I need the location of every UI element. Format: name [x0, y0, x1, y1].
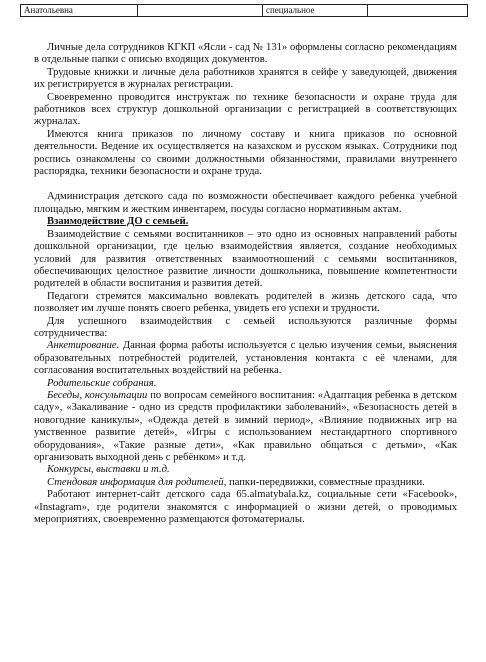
survey-label: Анкетирование.: [47, 340, 120, 352]
paragraph-gap: [34, 178, 457, 191]
table-row: [21, 5, 468, 17]
staff-table-row: [20, 4, 468, 17]
paragraph-forms: Для успешного взаимодействия с семьей используются различные формы сотрудничества:: [34, 315, 457, 339]
paragraph-administration: Администрация детского сада по возможности обеспечивает каждого ребенка учебной площадью, мягким и жестким инвентарем, посуды согласно нормативным актам.: [34, 191, 457, 215]
table-cell: Анатольевна: [21, 5, 138, 17]
stand-info-label: Стендовая информация для родителей: [47, 476, 224, 488]
paragraph-teachers: Педагоги стремятся максимально вовлекать родителей в жизнь детского сада, что позволяет им лучше понять своего ребенка, увидеть его успехи и трудности.: [34, 290, 457, 315]
paragraph-stand-info: [34, 477, 457, 489]
paragraph-family-interaction: Взаимодействие с семьями воспитанников – это одно из основных направлений работы дошкольной организации, где целью взаимодействия является, создание необходимых условий для развития ответственных взаимоотношений с семьями воспитанников, обеспечивающих целостное развитие личности дошкольника, повышение компетентности родителей в области воспитания и развития детей.: [34, 228, 457, 290]
survey-text: Данная форма работы используется с целью изучения семьи, выяснения образовательных потребностей родителей, установления контакта с её членами, для согласования воспитательных воздействий на ребенка.: [34, 340, 457, 377]
section-heading: Взаимодействие ДО с семьей.: [47, 216, 189, 228]
table-cell: [138, 5, 263, 17]
paragraph-website: Работают интернет-сайт детского сада 65.almatybala.kz, социальные сети «Facebook», «Instagram», где родители знакомятся с информацией о жизни детей, о проводимых мероприятиях, своевременно размещаются фотоматериалы.: [34, 489, 457, 526]
paragraph-order-books: Имеются книга приказов по личному составу и книга приказов по основной деятельности. Ведение их осуществляется на казахском и русском языках. Сотрудники под роспись ознакомлены со своими должностными обязанностями, правилами внутреннего распорядка, техники безопасности и охране труда.: [34, 128, 457, 178]
consultations-label: Беседы, консультации: [47, 389, 148, 401]
paragraph-work-books: Трудовые книжки и личные дела работников хранятся в сейфе у заведующей, движения их регистрируется в журналах регистрации.: [34, 66, 457, 91]
paragraph-personal-files: Личные дела сотрудников КГКП «Ясли - сад № 131» оформлены согласно рекомендациям в отдельные папки с описью входящих документов.: [34, 42, 457, 66]
table-cell: [368, 5, 468, 17]
paragraph-survey: [34, 340, 457, 377]
consultations-text: по вопросам семейного воспитания: «Адаптация ребенка в детском саду», «Закаливание - одно из средств профилактики заболеваний», «Безопасность детей в новогодние каникулы», «Одежда детей в зимний период», «Влияние подвижных игр на умственное развитие детей», «Игры с использованием нестандартного спортивного оборудования», «Такие разные дети», «Как правильно общаться с детьми», «Как организовать выходной день с ребёнком» и т.д.: [34, 389, 457, 463]
document-body: [34, 42, 457, 526]
stand-info-text: , папки-передвижки, совместные праздники.: [223, 476, 425, 488]
paragraph-parent-meetings: Родительские собрания.: [47, 377, 157, 389]
paragraph-consultations: [34, 390, 457, 464]
paragraph-contests: Конкурсы, выставки и т.д.: [47, 464, 170, 476]
paragraph-safety-briefing: Своевременно проводится инструктаж по технике безопасности и охране труда для работников всех структур дошкольной организации с регистрацией в соответствующих журналах.: [34, 91, 457, 128]
table-cell: специальное: [263, 5, 368, 17]
